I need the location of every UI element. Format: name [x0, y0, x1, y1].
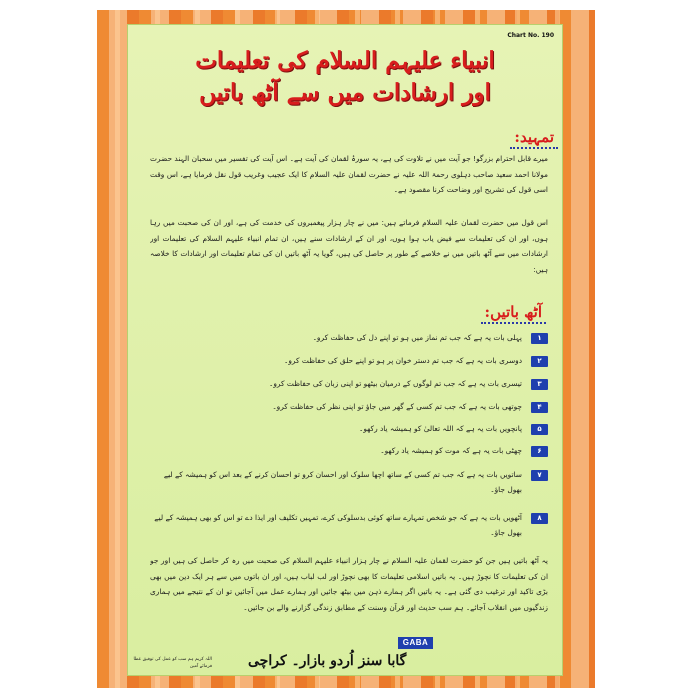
point-number-badge: ۵	[531, 424, 548, 435]
footnote: اللہ کریم ہم سب کو عمل کی توفیق عطا فرمائے آمین	[133, 657, 212, 669]
point-number-badge: ۷	[531, 470, 548, 481]
point-text: چھٹی بات یہ ہے کہ موت کو ہمیشہ یاد رکھو۔	[380, 446, 522, 455]
point-text: چوتھی بات یہ ہے کہ جب تم کسی کے گھر میں جاؤ تو اپنی نظر کی حفاظت کرو۔	[272, 402, 522, 411]
gaba-logo: GABA	[398, 637, 433, 649]
point-number-badge: ۶	[531, 446, 548, 457]
intro-heading	[514, 128, 554, 146]
points-heading	[485, 303, 542, 321]
point-text: تیسری بات یہ ہے کہ جب تم لوگوں کے درمیان بیٹھو تو اپنی زبان کی حفاظت کرو۔	[268, 379, 522, 388]
points-heading-text: آٹھ باتیں:	[484, 303, 542, 321]
chart-poster	[97, 10, 595, 688]
point-item	[150, 421, 548, 436]
point-text: پہلی بات یہ ہے کہ جب تم نماز میں ہو تو اپنے دل کی حفاظت کرو۔	[312, 333, 522, 342]
point-item	[150, 376, 548, 391]
point-number-badge: ۸	[531, 513, 548, 524]
point-item	[150, 330, 548, 345]
point-text: پانچویں بات یہ ہے کہ اللہ تعالیٰ کو ہمیشہ یاد رکھو۔	[359, 424, 522, 433]
heading-underline	[510, 147, 558, 149]
intro-paragraph-1: میرے قابل احترام بزرگو! جو آیت میں نے تلاوت کی ہے، یہ سورۂ لقمان کی آیت ہے۔ اس آیت کی تفسیر میں سحبان الہند حضرت مولانا احمد سعید صاحب دہلوی رحمۃ اللہ علیہ نے حضرت لقمان علیہ السلام کا ایک عجیب وغریب قول نقل فرمایا ہے، اس وقت اسی قول کی تشریح اور وضاحت کرنا مقصود ہے۔	[150, 154, 548, 194]
title-line-2: اور ارشادات میں سے آٹھ باتیں	[199, 79, 491, 106]
intro-heading-text: تمہید:	[514, 128, 554, 146]
point-item	[150, 443, 548, 458]
point-item	[150, 467, 548, 497]
heading-underline	[481, 322, 546, 324]
point-number-badge: ۳	[531, 379, 548, 390]
point-item	[150, 353, 548, 368]
point-text: دوسری بات یہ ہے کہ جب تم دستر خوان پر ہو تو اپنے حلق کی حفاظت کرو۔	[283, 356, 522, 365]
point-item	[150, 510, 548, 540]
chart-number: Chart No. 190	[507, 32, 554, 39]
point-number-badge: ۱	[531, 333, 548, 344]
point-number-badge: ۴	[531, 402, 548, 413]
title-line-1: انبیاء علیہم السلام کی تعلیمات	[195, 47, 495, 74]
point-number-badge: ۲	[531, 356, 548, 367]
point-text: آٹھویں بات یہ ہے کہ جو شخص تمہارے ساتھ کوئی بدسلوکی کرے، تمہیں تکلیف اور ایذا دے تو اس کو بھی ہمیشہ کے لیے بھول جاؤ۔	[154, 513, 522, 537]
point-text: ساتویں بات یہ ہے کہ جب تم کسی کے ساتھ اچھا سلوک اور احسان کرو تو احسان کرنے کے بعد اس کو ہمیشہ کے لیے بھول جاؤ۔	[163, 470, 522, 494]
intro-paragraph-2: اس قول میں حضرت لقمان علیہ السلام فرماتے ہیں: میں نے چار ہزار پیغمبروں کی خدمت کی ہے، اور ان کی صحبت میں رہا ہوں، اور ان کی تعلیمات سے فیض یاب ہوا ہوں، اور ان کے ارشادات سنے ہیں، ان تمام انبیاء علیہم السلام کی تعلیمات اور ارشادات میں سے آٹھ باتیں میں نے خلاصے کے طور پر حاصل کی ہیں، گویا یہ آٹھ باتیں ان کی تمام تعلیمات اور ارشادات کا خلاصہ ہیں:	[150, 218, 548, 274]
closing-paragraph: یہ آٹھ باتیں ہیں جن کو حضرت لقمان علیہ السلام نے چار ہزار انبیاء علیہم السلام کی صحبت میں رہ کر حاصل کی ہیں اور جو ان کی تعلیمات کا نچوڑ ہیں۔ یہ باتیں اسلامی تعلیمات کا بھی نچوڑ اور لب لباب ہیں، اور ان باتوں میں سے ہر ایک دین میں بھی بڑی تاکید اور ترغیب دی گئی ہے۔ یہ باتیں اگر ہمارے ذہن میں بیٹھ جائیں اور ہمارے عمل میں آجائیں تو ان کے نتیجے میں ہماری زندگیوں میں انقلاب آجائے۔ ہم سب حدیث اور قرآن وسنت کے مطابق زندگی گزارنے والے بن جائیں۔	[150, 556, 548, 612]
publisher-name: گابا سنز اُردو بازار۔ کراچی	[248, 653, 407, 669]
point-item	[150, 399, 548, 414]
content-panel	[127, 24, 563, 676]
